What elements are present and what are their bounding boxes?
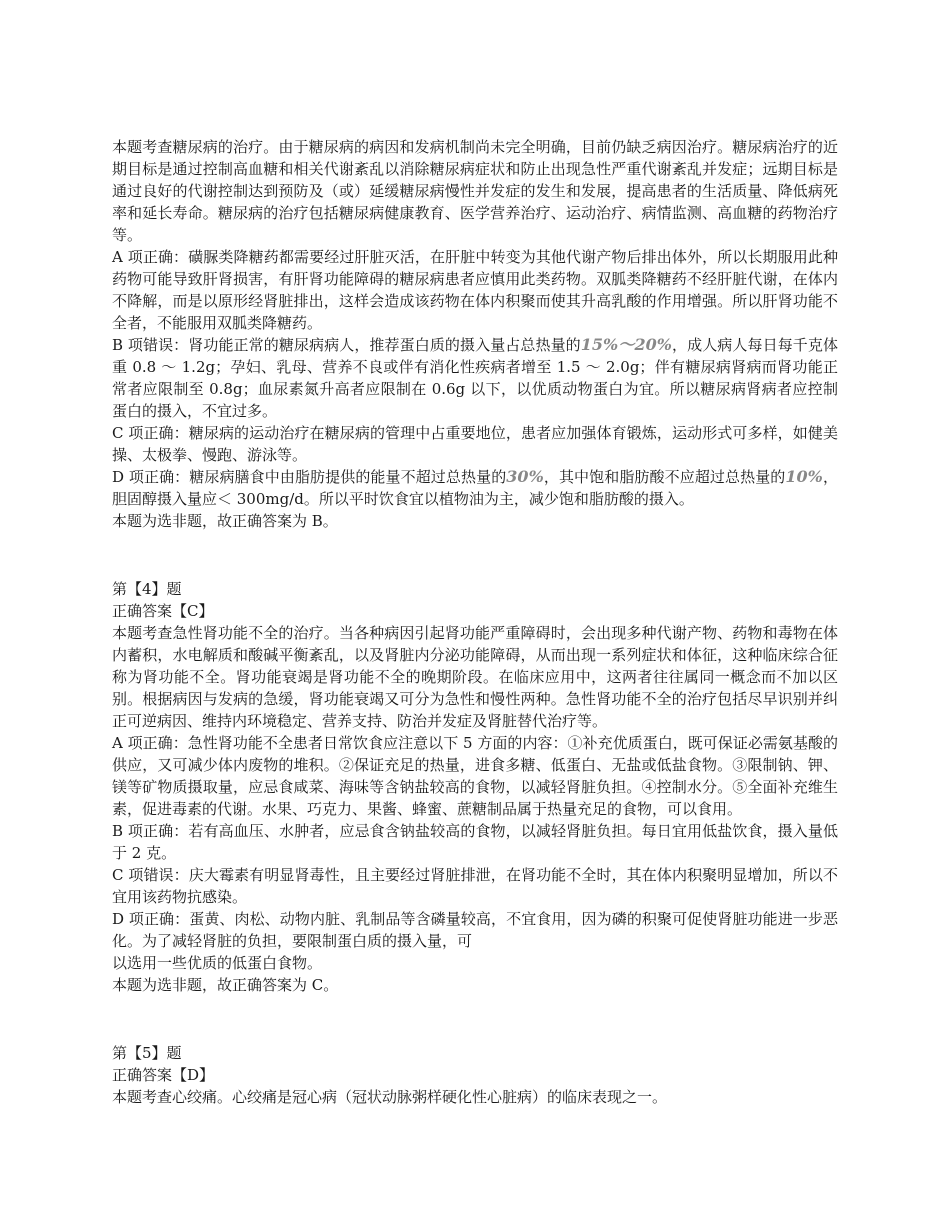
q3-option-b-pre: B 项错误：肾功能正常的糖尿病病人，推荐蛋白质的摄入量占总热量的: [112, 336, 581, 354]
q3-option-a: A 项正确：磺脲类降糖药都需要经过肝脏灭活，在肝脏中转变为其他代谢产物后排出体外，所以长期服用此种药物可能导致肝肾损害，有肝肾功能障碍的糖尿病患者应慎用此类药物。双胍类降糖药不经肝脏代谢，在体内不降解，而是以原形经肾脏排出，这样会造成该药物在体内积聚而使其升高乳酸的作用增强。所以肝肾功能不全者，不能服用双胍类降糖药。: [112, 248, 838, 332]
q3-option-b-math: 15%～20%: [580, 335, 672, 354]
section-gap: [112, 532, 838, 578]
q4-option-c: C 项错误：庆大霉素有明显肾毒性，且主要经过肾脏排泄，在肾功能不全时，其在体内积聚明显增加，所以不宜用该药物抗感染。: [112, 866, 838, 906]
q5-answer: 正确答案【D】: [112, 1066, 215, 1084]
q3-option-d-post: ，胆固醇摄入量应＜ 300mg/d。所以平时饮食宜以植物油为主，减少饱和脂肪酸的摄入。: [112, 468, 838, 508]
q4-option-d-line2: 以选用一些优质的低蛋白食物。: [112, 954, 323, 972]
document-page: [112, 136, 838, 1108]
q5-intro: 本题考查心绞痛。心绞痛是冠心病（冠状动脉粥样硬化性心脏病）的临床表现之一。: [112, 1088, 668, 1106]
q3-option-b: [112, 334, 838, 422]
q3-option-d-math1: 30%: [506, 467, 544, 486]
section-gap: [112, 996, 838, 1042]
q3-option-d-math2: 10%: [785, 467, 823, 486]
q4-option-d-line1: D 项正确：蛋黄、肉松、动物内脏、乳制品等含磷量较高，不宜食用，因为磷的积聚可促使肾脏功能进一步恶化。为了减轻肾脏的负担，要限制蛋白质的摄入量，可: [112, 910, 838, 950]
q3-conclusion: 本题为选非题，故正确答案为 B。: [112, 512, 338, 530]
q4-title: 第【4】题: [112, 580, 182, 598]
q4-intro: 本题考查急性肾功能不全的治疗。当各种病因引起肾功能严重障碍时，会出现多种代谢产物、药物和毒物在体内蓄积，水电解质和酸碱平衡紊乱，以及肾脏内分泌功能障碍，从而出现一系列症状和体征，这种临床综合征称为肾功能不全。肾功能衰竭是肾功能不全的晚期阶段。在临床应用中，这两者往往属同一概念而不加以区别。根据病因与发病的急缓，肾功能衰竭又可分为急性和慢性两种。急性肾功能不全的治疗包括尽早识别并纠正可逆病因、维持内环境稳定、营养支持、防治并发症及肾脏替代治疗等。: [112, 624, 838, 730]
q3-intro: 本题考查糖尿病的治疗。由于糖尿病的病因和发病机制尚未完全明确，目前仍缺乏病因治疗。糖尿病治疗的近期目标是通过控制高血糖和相关代谢紊乱以消除糖尿病症状和防止出现急性严重代谢紊乱并发症；远期目标是通过良好的代谢控制达到预防及（或）延缓糖尿病慢性并发症的发生和发展，提高患者的生活质量、降低病死率和延长寿命。糖尿病的治疗包括糖尿病健康教育、医学营养治疗、运动治疗、病情监测、高血糖的药物治疗等。: [112, 138, 838, 244]
q4-answer: 正确答案【C】: [112, 602, 214, 620]
q4-option-b: B 项正确：若有高血压、水肿者，应忌食含钠盐较高的食物，以减轻肾脏负担。每日宜用低盐饮食，摄入量低于 2 克。: [112, 822, 838, 862]
q3-option-d-mid: ，其中饱和脂肪酸不应超过总热量的: [543, 468, 786, 486]
q5-title: 第【5】题: [112, 1044, 182, 1062]
q4-conclusion: 本题为选非题，故正确答案为 C。: [112, 976, 339, 994]
q4-option-a: A 项正确：急性肾功能不全患者日常饮食应注意以下 5 方面的内容：①补充优质蛋白，既可保证必需氨基酸的供应，又可减少体内废物的堆积。②保证充足的热量，进食多糖、低蛋白、无盐或低盐食物。③限制钠、钾、镁等矿物质摄取量，应忌食咸菜、海味等含钠盐较高的食物，以减轻肾脏负担。④控制水分。⑤全面补充维生素，促进毒素的代谢。水果、巧克力、果酱、蜂蜜、蔗糖制品属于热量充足的食物，可以食用。: [112, 734, 838, 818]
q3-option-d: [112, 466, 838, 510]
q3-option-b-post: ，成人病人每日每千克体重 0.8 ～ 1.2g；孕妇、乳母、营养不良或伴有消化性疾病者增至 1.5 ～ 2.0g；伴有糖尿病肾病而肾功能正常者应限制至 0.8g；血尿素氮升高者应限制在 0.6g 以下，以优质动物蛋白为宜。所以糖尿病肾病者应控制蛋白的摄入，不宜过多。: [112, 336, 838, 420]
q3-option-c: C 项正确：糖尿病的运动治疗在糖尿病的管理中占重要地位，患者应加强体育锻炼，运动形式可多样，如健美操、太极拳、慢跑、游泳等。: [112, 424, 838, 464]
q3-option-d-pre: D 项正确：糖尿病膳食中由脂肪提供的能量不超过总热量的: [112, 468, 507, 486]
